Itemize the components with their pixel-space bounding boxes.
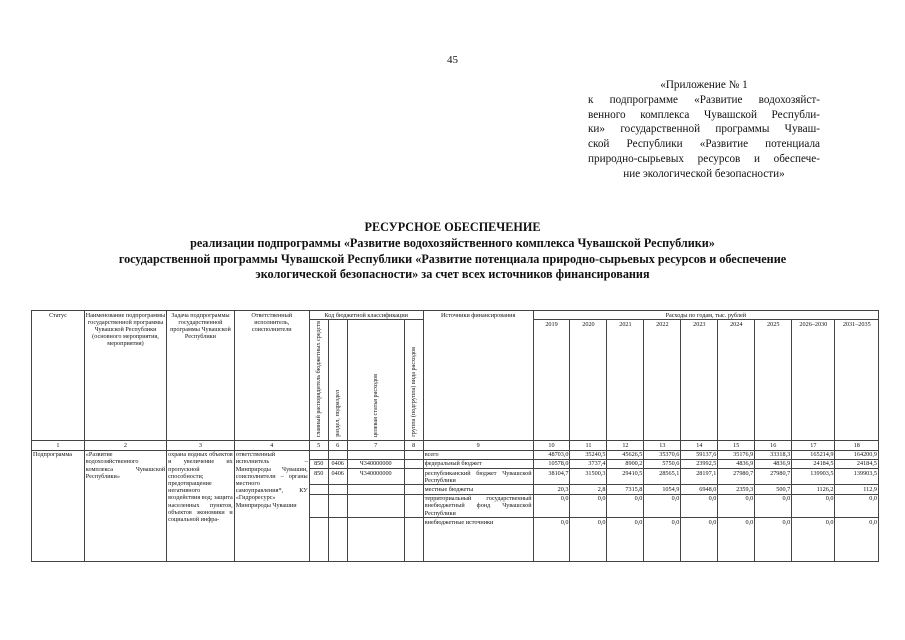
- title-line: экологической безопасности» за счет всех источников финансирования: [255, 267, 650, 282]
- code-cell: [347, 485, 404, 494]
- code-cell: Ч340000000: [347, 459, 404, 468]
- value-cell: 0,0: [533, 494, 570, 518]
- value-cell: 24184,5: [835, 459, 879, 468]
- code-cell: [309, 518, 328, 562]
- source-cell: местные бюджеты: [423, 485, 533, 494]
- code-cell: 0406: [328, 459, 347, 468]
- code-cell: [347, 450, 404, 459]
- column-number: 13: [644, 441, 681, 450]
- value-cell: 31500,3: [570, 469, 607, 485]
- value-cell: 0,0: [644, 494, 681, 518]
- column-number: 7: [347, 441, 404, 450]
- value-cell: 24184,5: [792, 459, 835, 468]
- value-cell: 23992,5: [681, 459, 718, 468]
- value-cell: 0,0: [644, 518, 681, 562]
- source-cell: всего: [423, 450, 533, 459]
- code-cell: [347, 518, 404, 562]
- value-cell: 164200,9: [835, 450, 879, 459]
- source-cell: республиканский бюджет Чувашской Республики: [424, 469, 532, 484]
- header-name: Наименование подпрограммы государственной программы Чувашской Республики (основного мероприятия, мероприятия): [84, 311, 166, 441]
- value-cell: 0,0: [755, 518, 792, 562]
- header-executor: Ответственный исполнитель, соисполнители: [234, 311, 309, 441]
- code-cell: [328, 485, 347, 494]
- value-cell: 45626,5: [607, 450, 644, 459]
- value-cell: 0,0: [718, 494, 755, 518]
- code-cell: [404, 485, 423, 494]
- code-cell: [309, 450, 328, 459]
- column-number: 3: [167, 441, 235, 450]
- value-cell: 112,9: [835, 485, 879, 494]
- code-cell: [404, 450, 423, 459]
- header-code-sub: главный распорядитель бюджетных средств: [309, 320, 328, 441]
- code-cell: [404, 494, 423, 518]
- header-status: Статус: [32, 311, 85, 441]
- value-cell: 38104,7: [533, 469, 570, 485]
- column-number-row: [32, 441, 879, 450]
- value-cell: 5750,6: [644, 459, 681, 468]
- value-cell: 0,0: [607, 518, 644, 562]
- value-cell: 2359,3: [718, 485, 755, 494]
- value-cell: 139903,5: [792, 469, 835, 485]
- column-number: 14: [681, 441, 718, 450]
- header-row: [32, 311, 879, 320]
- value-cell: 0,0: [835, 518, 879, 562]
- value-cell: 1126,2: [792, 485, 835, 494]
- column-number: 15: [718, 441, 755, 450]
- header-code-sub: целевая статья расходов: [347, 320, 404, 441]
- executor-cell: ответственный исполнитель – Минприроды Чувашии, соисполнители – органы местного самоуправления*, КУ «Гидроресурс» Минприроды Чувашии: [234, 450, 309, 562]
- value-cell: 35240,5: [570, 450, 607, 459]
- column-number: 12: [607, 441, 644, 450]
- status-cell: Подпрограмма: [32, 450, 85, 562]
- value-cell: 2,8: [570, 485, 607, 494]
- value-cell: 0,0: [792, 518, 835, 562]
- header-year: 2023: [681, 320, 718, 441]
- code-cell: Ч340000000: [347, 469, 404, 485]
- value-cell: 35370,6: [644, 450, 681, 459]
- code-cell: [328, 494, 347, 518]
- code-cell: [309, 485, 328, 494]
- document-title: [0, 220, 905, 283]
- column-number: 18: [835, 441, 879, 450]
- column-number: 5: [309, 441, 328, 450]
- value-cell: 0,0: [792, 494, 835, 518]
- value-cell: 1054,9: [644, 485, 681, 494]
- code-cell: [404, 469, 423, 485]
- value-cell: 35176,9: [718, 450, 755, 459]
- column-number: 17: [792, 441, 835, 450]
- appendix-line: природно-сырьевых ресурсов и обеспече-: [588, 152, 820, 165]
- title-line: реализации подпрограммы «Развитие водохозяйственного комплекса Чувашской Республики»: [190, 235, 715, 250]
- value-cell: 59137,6: [681, 450, 718, 459]
- column-number: 9: [423, 441, 533, 450]
- appendix-line: ки» государственной программы Чуваш-: [588, 123, 820, 136]
- header-year: 2025: [755, 320, 792, 441]
- code-cell: [328, 518, 347, 562]
- header-year: 2022: [644, 320, 681, 441]
- value-cell: 0,0: [718, 518, 755, 562]
- source-cell: внебюджетные источники: [423, 518, 533, 562]
- value-cell: 165214,9: [792, 450, 835, 459]
- header-year: 2019: [533, 320, 570, 441]
- header-code-sub: группа (подгруппа) вида расходов: [404, 320, 423, 441]
- value-cell: 4836,9: [755, 459, 792, 468]
- code-cell: 850: [309, 459, 328, 468]
- code-cell: [404, 518, 423, 562]
- value-cell: 28565,1: [644, 469, 681, 485]
- appendix-line: венного комплекса Чувашской Республи-: [588, 108, 820, 121]
- header-sources: Источники финансирования: [423, 311, 533, 441]
- value-cell: 0,0: [755, 494, 792, 518]
- code-cell: [404, 459, 423, 468]
- appendix-line: «Приложение № 1: [660, 79, 748, 91]
- value-cell: 8900,2: [607, 459, 644, 468]
- appendix-line: к подпрограмме «Развитие водохозяйст-: [588, 93, 820, 106]
- header-code-sub: раздел, подраздел: [328, 320, 347, 441]
- task-cell: охрана водных объектов и увеличение их пропускной способности; предотвращение негативного воздействия вод; защита населенных пунктов, объектов экономики и социальной инфра-: [167, 450, 235, 562]
- value-cell: 7315,8: [607, 485, 644, 494]
- source-cell: федеральный бюджет: [423, 459, 533, 468]
- value-cell: 27980,7: [718, 469, 755, 485]
- value-cell: 28197,1: [681, 469, 718, 485]
- value-cell: 3737,4: [570, 459, 607, 468]
- value-cell: 0,0: [570, 494, 607, 518]
- header-budget-code: Код бюджетной классификации: [309, 311, 423, 320]
- subprogram-name-cell: «Развитие водохозяйственного комплекса Чувашской Республики»: [84, 450, 166, 562]
- appendix-line: ние экологической безопасности»: [623, 167, 785, 180]
- column-number: 1: [32, 441, 85, 450]
- header-year: 2021: [607, 320, 644, 441]
- code-cell: [309, 494, 328, 518]
- value-cell: 48703,0: [533, 450, 570, 459]
- title-line: государственной программы Чувашской Республики «Развитие потенциала природно-сырьевых ресурсов и обеспечение: [118, 251, 787, 266]
- value-cell: 6948,0: [681, 485, 718, 494]
- header-year: 2031–2035: [835, 320, 879, 441]
- column-number: 8: [404, 441, 423, 450]
- column-number: 10: [533, 441, 570, 450]
- header-task: Задача подпрограммы государственной программы Чувашской Республики: [167, 311, 235, 441]
- value-cell: 0,0: [681, 494, 718, 518]
- value-cell: 10578,0: [533, 459, 570, 468]
- resource-table: [31, 310, 879, 562]
- table-row: [32, 450, 879, 459]
- value-cell: 27980,7: [755, 469, 792, 485]
- header-year: 2024: [718, 320, 755, 441]
- column-number: 11: [570, 441, 607, 450]
- value-cell: 20,3: [533, 485, 570, 494]
- appendix-line: ской Республики «Развитие потенциала: [588, 138, 820, 151]
- value-cell: 0,0: [533, 518, 570, 562]
- code-cell: [328, 450, 347, 459]
- appendix-note: [588, 78, 820, 182]
- value-cell: 0,0: [835, 494, 879, 518]
- column-number: 6: [328, 441, 347, 450]
- header-expenses: Расходы по годам, тыс. рублей: [533, 311, 878, 320]
- header-year: 2026–2030: [792, 320, 835, 441]
- value-cell: 139903,5: [835, 469, 879, 485]
- title-line: РЕСУРСНОЕ ОБЕСПЕЧЕНИЕ: [364, 220, 541, 234]
- page-number: 45: [447, 54, 458, 66]
- value-cell: 0,0: [681, 518, 718, 562]
- value-cell: 29410,5: [607, 469, 644, 485]
- value-cell: 500,7: [755, 485, 792, 494]
- column-number: 4: [234, 441, 309, 450]
- source-cell: территориальный государственный внебюджетный фонд Чувашской Республики: [424, 495, 532, 517]
- value-cell: 0,0: [607, 494, 644, 518]
- code-cell: [347, 494, 404, 518]
- value-cell: 33318,3: [755, 450, 792, 459]
- column-number: 2: [84, 441, 166, 450]
- value-cell: 4836,9: [718, 459, 755, 468]
- column-number: 16: [755, 441, 792, 450]
- code-cell: 0406: [328, 469, 347, 485]
- code-cell: 850: [309, 469, 328, 485]
- value-cell: 0,0: [570, 518, 607, 562]
- header-year: 2020: [570, 320, 607, 441]
